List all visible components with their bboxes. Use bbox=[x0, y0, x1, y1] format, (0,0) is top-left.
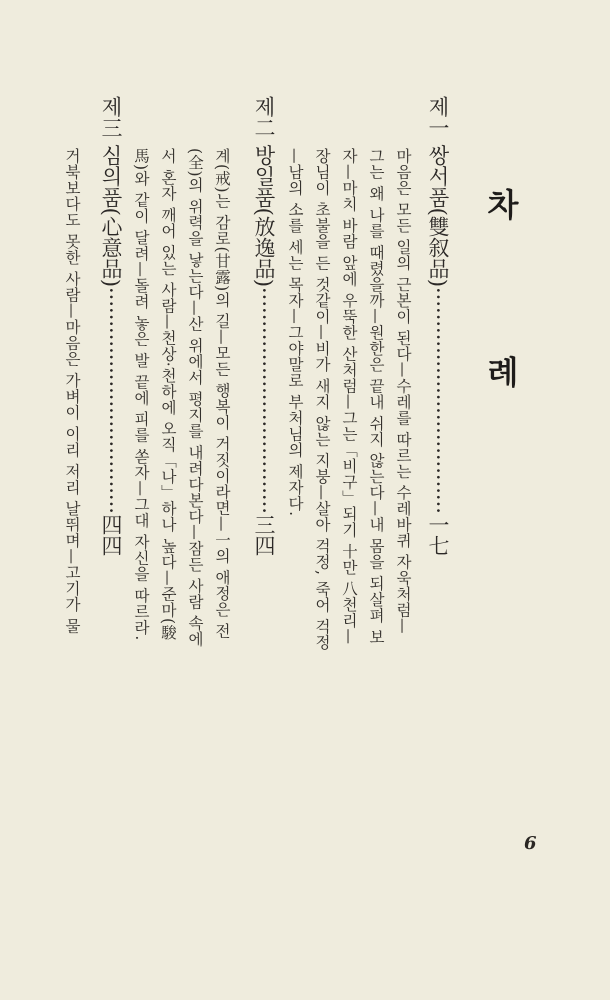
chapter-1-page: 一七 bbox=[426, 514, 450, 557]
chapter-2-line-2: (全)의 위력을 낳는다—산 위에서 평지를 내려다본다—잠든 사람 속에 bbox=[186, 148, 204, 648]
chapter-1-line-2: 그는 왜 나를 때렸을까—원한은 끝내 쉬지 않는다—내 몸을 되살펴 보 bbox=[367, 148, 385, 645]
chapter-1-line-4: 장님이 초불을 든 것같이—비가 새지 않는 지붕—살아 걱정, 죽어 걱정 bbox=[313, 148, 331, 651]
chapter-1-heading: 제一 쌍서품(雙叙品) bbox=[426, 96, 450, 288]
chapter-1-line-1: 마음은 모든 일의 근본이 된다—수레를 따르는 수레바퀴 자욱처럼— bbox=[394, 148, 412, 634]
chapter-2-page: 三四 bbox=[252, 514, 276, 557]
chapter-2-line-1: 계(戒)는 감로(甘露)의 길—모든 행복이 거짓이라면—一의 애정은 전 bbox=[213, 148, 231, 639]
chapter-2-leader-dots: ·································· bbox=[252, 287, 276, 515]
chapter-2-line-4: 馬)와 같이 달려—돌려 놓은 발 끝에 피를 쏟자—그대 자신을 따르라. bbox=[132, 148, 150, 641]
chapter-3-heading-row bbox=[96, 96, 126, 556]
chapter-2-heading: 제二 방일품(放逸品) bbox=[252, 96, 276, 288]
chapter-1-heading-row bbox=[423, 96, 453, 556]
chapter-3-heading: 제三 심의품(心意品) bbox=[99, 96, 123, 288]
chapter-2-line-3: 서 혼자 깨어 있는 사람—천상·천하에 오직「나」하나 높다—준마(駿 bbox=[159, 148, 177, 641]
chapter-2-heading-row bbox=[249, 96, 279, 556]
chapter-3-leader-dots: ·································· bbox=[99, 287, 123, 515]
chapter-1-line-3: 자—마치 바람 앞에 우뚝한 산처럼—그는「비구」되기 十만 八천리— bbox=[340, 148, 358, 645]
chapter-3-page: 四四 bbox=[99, 514, 123, 557]
folio-page-number: 6 bbox=[524, 833, 537, 854]
chapter-1-leader-dots: ·································· bbox=[426, 287, 450, 515]
page-title: 차 례 bbox=[482, 188, 520, 450]
chapter-1-line-5: —남의 소를 세는 목자—그야말로 부처님의 제자다. bbox=[286, 148, 304, 517]
chapter-3-line-1: 거북보다도 못한 사람—마음은 가벼이 이리 저리 날뛰며—고기가 물 bbox=[63, 148, 81, 634]
